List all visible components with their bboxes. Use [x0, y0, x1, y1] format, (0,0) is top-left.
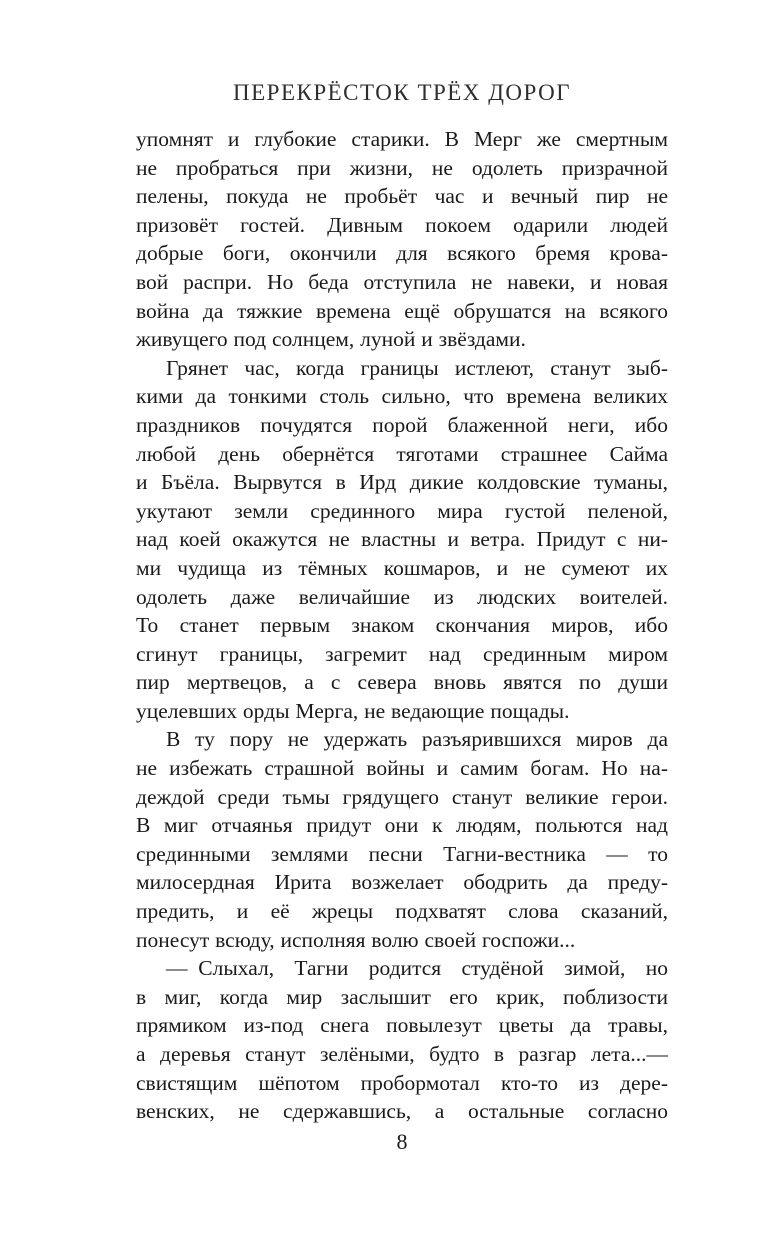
text-line: В ту пору не удержать разъярившихся миров да	[166, 727, 668, 752]
text-line: любой день обернётся тяготами страшнее Сайма	[136, 441, 668, 466]
text-line: В миг отчаянья придут они к людям, польются над	[136, 813, 668, 838]
text-line: То станет первым знаком скончания миров, ибо	[136, 613, 668, 638]
text-line: укутают земли срединного мира густой пеленой,	[136, 498, 668, 523]
text-line: Грянет час, когда границы истлеют, станут зыб-	[166, 355, 668, 380]
text-line: — Слыхал, Тагни родится студёной зимой, но	[166, 956, 668, 981]
text-line: добрые боги, окончили для всякого бремя крова-	[136, 241, 668, 266]
text-line: праздников почудятся порой блаженной неги, ибо	[136, 412, 668, 437]
text-line: деждой среди тьмы грядущего станут великие герои.	[136, 784, 668, 809]
text-line: пелены, покуда не пробьёт час и вечный пир не	[136, 184, 668, 209]
text-line: война да тяжкие времена ещё обрушатся на всякого	[136, 298, 668, 323]
running-header-title: ПЕРЕКРЁСТОК ТРЁХ ДОРОГ	[233, 80, 571, 105]
text-line: в миг, когда мир заслышит его крик, поблизости	[136, 984, 668, 1009]
text-line: понесут всюду, исполняя волю своей госпожи...	[136, 927, 576, 952]
text-line: срединными землями песни Тагни-вестника — то	[136, 841, 668, 866]
text-line: прямиком из-под снега повылезут цветы да травы,	[136, 1013, 668, 1038]
text-line: ми чудища из тёмных кошмаров, и не сумеют их	[136, 555, 668, 580]
text-line: а деревья станут зелёными, будто в разгар лета...—	[136, 1042, 668, 1066]
text-line: над коей окажутся не властны и ветра. Придут с ни-	[136, 527, 668, 552]
text-line: живущего под солнцем, луной и звёздами.	[136, 327, 526, 352]
text-line: вой распри. Но беда отступила не навеки, и новая	[136, 269, 668, 294]
text-line: одолеть даже величайшие из людских воителей.	[136, 584, 668, 609]
text-line: упомнят и глубокие старики. В Мерг же смертным	[136, 127, 668, 151]
page-number: 8	[396, 1129, 408, 1154]
text-line: предить, и её жрецы подхватят слова сказаний,	[136, 899, 668, 924]
text-line: призовёт гостей. Дивным покоем одарили людей	[136, 212, 668, 237]
text-line: не избежать страшной войны и самим богам. Но на-	[136, 756, 668, 781]
text-line: кими да тонкими столь сильно, что времена великих	[136, 384, 668, 409]
text-line: пир мертвецов, а с севера вновь явятся по души	[136, 670, 668, 695]
text-line: не пробраться при жизни, не одолеть призрачной	[136, 155, 668, 180]
text-line: милосердная Ирита возжелает ободрить да преду-	[136, 870, 668, 895]
text-line: уцелевших орды Мерга, не ведающие пощады.	[136, 698, 570, 723]
text-line: свистящим шёпотом пробормотал кто-то из дере-	[136, 1070, 668, 1095]
text-line: венских, не сдержавшись, а остальные согласно	[136, 1099, 668, 1124]
body-text	[136, 125, 668, 1126]
text-line: и Бъёла. Вырвутся в Ирд дикие колдовские туманы,	[136, 470, 668, 495]
text-line: сгинут границы, загремит над срединным миром	[136, 641, 668, 666]
